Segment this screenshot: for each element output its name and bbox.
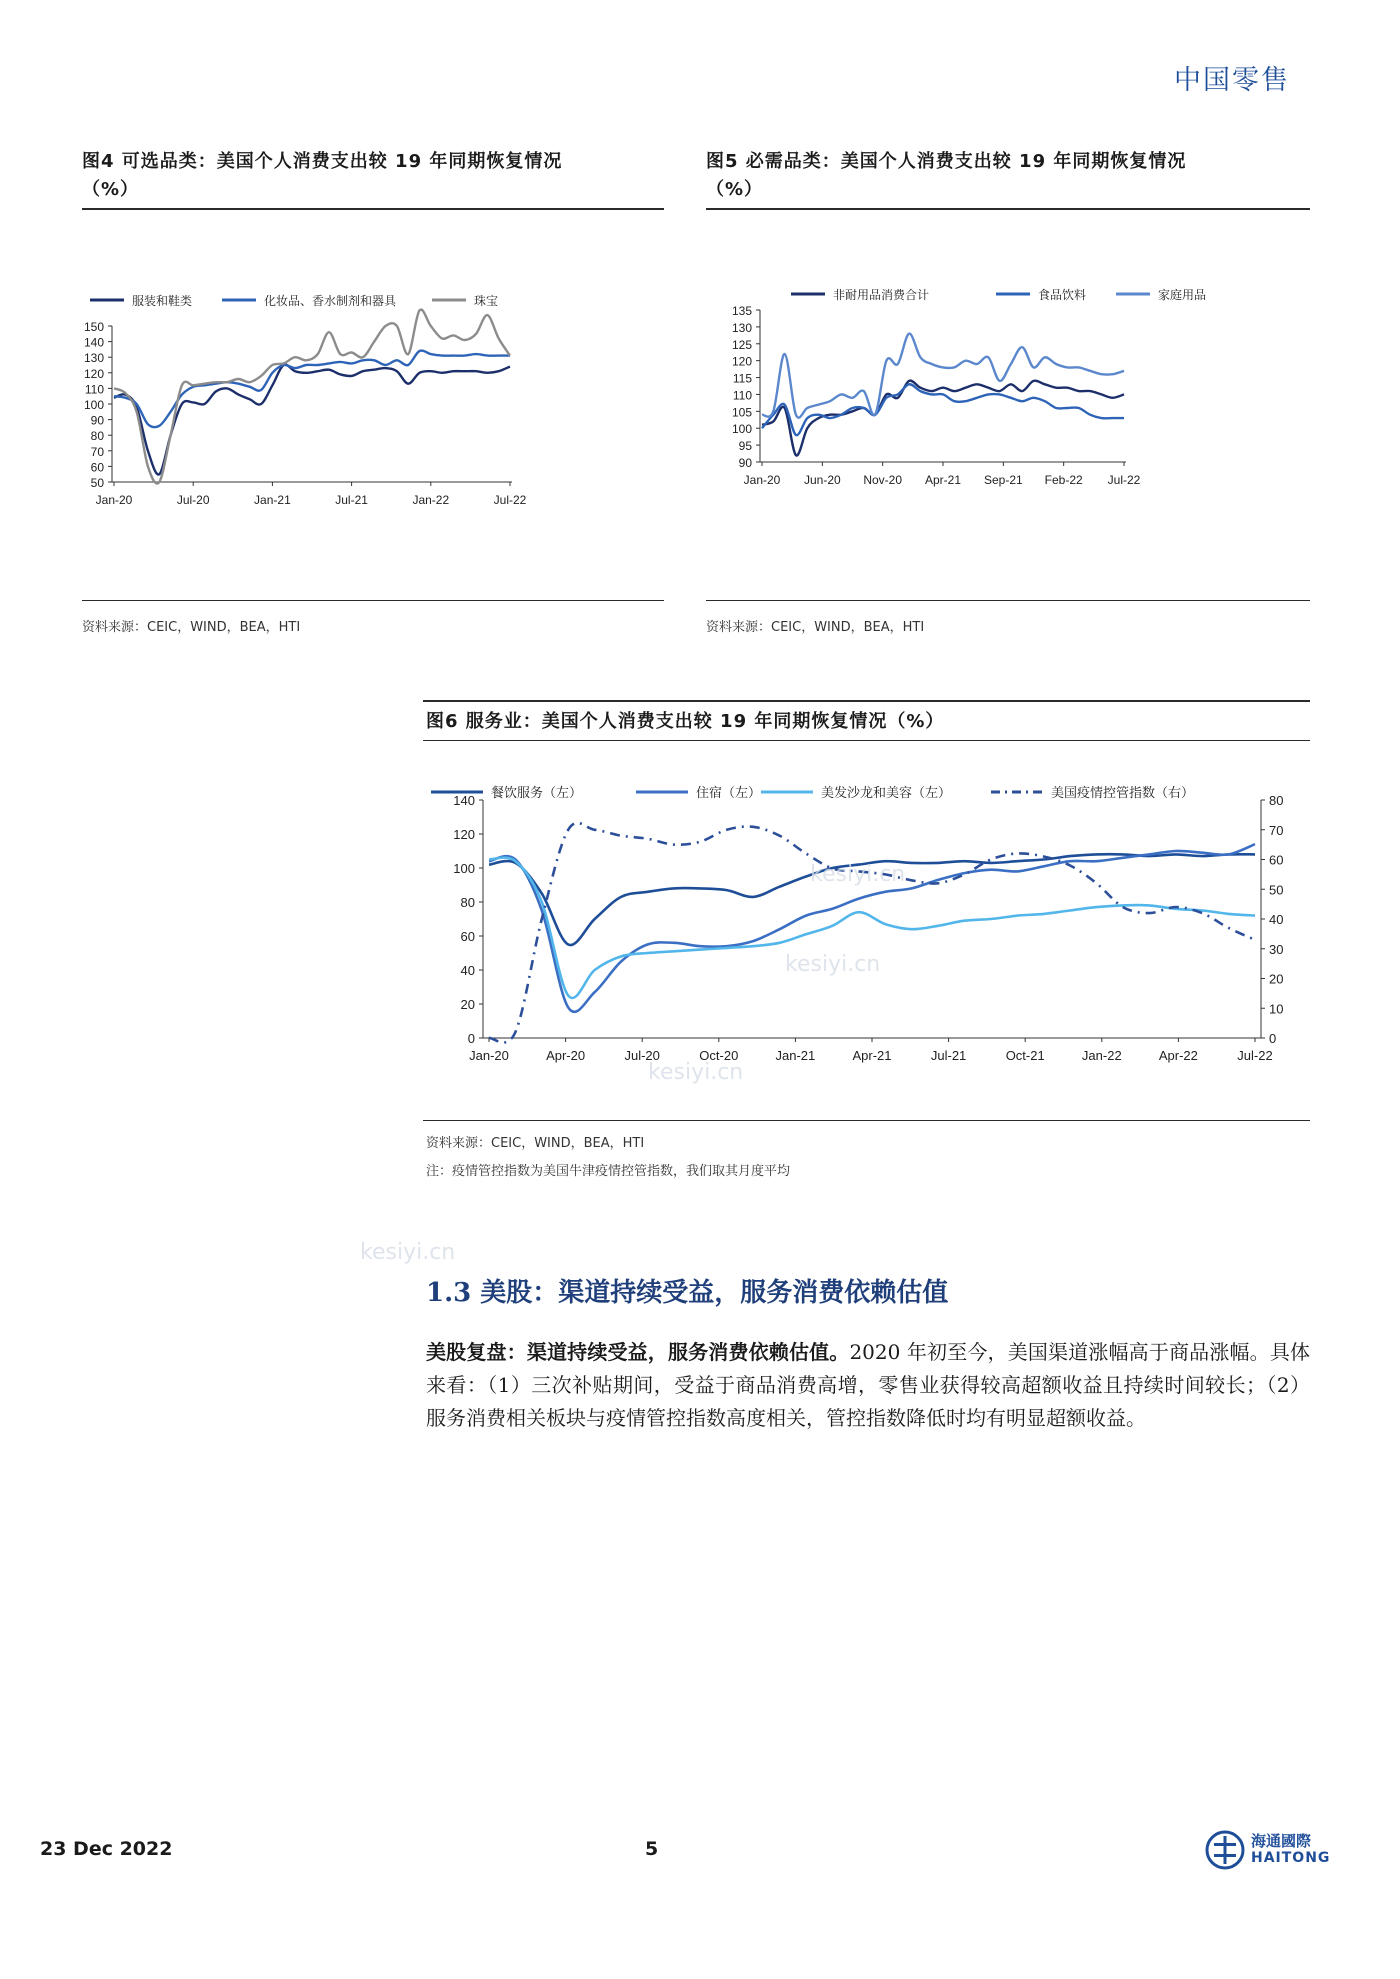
x-tick-label: Nov-20 bbox=[863, 473, 903, 487]
x-tick-label: Jan-20 bbox=[743, 473, 781, 487]
y-tick-label: 0 bbox=[467, 1031, 475, 1046]
y-tick-label: 80 bbox=[460, 895, 475, 910]
fig5-title-line1: 图5 必需品类：美国个人消费支出较 19 年同期恢复情况 bbox=[706, 151, 1187, 172]
body-paragraph bbox=[426, 1336, 1310, 1435]
y-tick-label: 70 bbox=[90, 444, 104, 459]
legend-label-series-3: 美发沙龙和美容（左） bbox=[821, 785, 952, 800]
x-tick-label: Jan-22 bbox=[1081, 1048, 1122, 1063]
fig5-title-line2: （%） bbox=[706, 179, 764, 200]
y-tick-label: 140 bbox=[83, 335, 104, 350]
x-tick-label: Apr-20 bbox=[546, 1048, 586, 1063]
x-tick-label: Jul-20 bbox=[624, 1048, 660, 1063]
x-tick-label: Apr-21 bbox=[924, 473, 962, 487]
y-tick-label: 125 bbox=[731, 337, 752, 352]
x-tick-label: Feb-22 bbox=[1044, 473, 1083, 487]
x-tick-label: Jul-20 bbox=[176, 493, 210, 507]
y-tick-label-right: 40 bbox=[1269, 912, 1284, 927]
line-series-3 bbox=[114, 310, 510, 484]
line-series-2 bbox=[762, 384, 1124, 435]
y-tick-label: 130 bbox=[83, 351, 104, 366]
watermark: kesiyi.cn bbox=[648, 1060, 744, 1085]
fig5-source: 资料来源：CEIC，WIND，BEA，HTI bbox=[706, 620, 925, 635]
y-tick-label: 150 bbox=[83, 320, 104, 334]
y-tick-label: 100 bbox=[453, 861, 475, 876]
y-tick-label: 20 bbox=[460, 997, 475, 1012]
fig6-note: 注：疫情管控指数为美国牛津疫情控管指数，我们取其月度平均 bbox=[426, 1164, 791, 1179]
footer-page-number: 5 bbox=[645, 1838, 659, 1860]
x-tick-label: Jul-22 bbox=[1237, 1048, 1273, 1063]
fig6-bottom-rule bbox=[423, 1120, 1310, 1121]
legend-label-series-2: 住宿（左） bbox=[696, 785, 762, 800]
haitong-logo-cn: 海通國際 bbox=[1251, 1832, 1312, 1850]
watermark: kesiyi.cn bbox=[785, 952, 881, 977]
y-tick-label: 135 bbox=[731, 304, 752, 318]
y-tick-label: 90 bbox=[738, 456, 752, 470]
line-series-1 bbox=[762, 381, 1124, 456]
body-text: 2020 年初至今，美国渠道涨幅高于商品涨幅。具体来看：（1）三次补贴期间，受益于商品消费高增，零售业获得较高超额收益且持续时间较长；（2）服务消费相关板块与疫情管控指数高度相关，管控指数降低时均有明显超额收益。 bbox=[426, 1340, 1310, 1430]
fig6-title-rule bbox=[423, 740, 1310, 741]
fig5-rule bbox=[706, 208, 1310, 210]
legend-label-series-1: 非耐用品消费合计 bbox=[833, 288, 930, 302]
fig4-source: 资料来源：CEIC，WIND，BEA，HTI bbox=[82, 620, 301, 635]
legend-label-series-1: 餐饮服务（左） bbox=[491, 785, 583, 800]
footer-date: 23 Dec 2022 bbox=[40, 1838, 173, 1860]
y-tick-label: 100 bbox=[731, 422, 752, 437]
fig4-title-line1: 图4 可选品类：美国个人消费支出较 19 年同期恢复情况 bbox=[82, 151, 563, 172]
y-tick-label: 60 bbox=[460, 929, 475, 944]
fig4-title bbox=[82, 148, 662, 204]
y-tick-label: 120 bbox=[453, 827, 475, 842]
haitong-logo-icon bbox=[1205, 1830, 1245, 1870]
fig6-top-rule bbox=[423, 700, 1310, 702]
section-heading: 1.3 美股：渠道持续受益，服务消费依赖估值 bbox=[426, 1278, 949, 1308]
fig5-title bbox=[706, 148, 1306, 204]
haitong-logo bbox=[1205, 1828, 1355, 1872]
x-tick-label: Jan-20 bbox=[469, 1048, 509, 1063]
x-tick-label: Jan-22 bbox=[412, 493, 450, 507]
legend-label-series-1: 服装和鞋类 bbox=[132, 294, 193, 308]
y-tick-label: 95 bbox=[738, 439, 752, 454]
legend-label-series-3: 家庭用品 bbox=[1158, 288, 1207, 302]
fig5-bottom-rule bbox=[706, 600, 1310, 601]
y-tick-label: 120 bbox=[731, 354, 752, 369]
fig4-chart bbox=[82, 270, 664, 590]
y-tick-label: 120 bbox=[83, 366, 104, 381]
legend-label-series-2: 化妆品、香水制剂和器具 bbox=[264, 294, 397, 308]
fig6-chart bbox=[423, 760, 1310, 1120]
x-tick-label: Oct-20 bbox=[699, 1048, 739, 1063]
x-tick-label: Jun-20 bbox=[803, 473, 841, 487]
fig6-title: 图6 服务业：美国个人消费支出较 19 年同期恢复情况（%） bbox=[426, 711, 945, 732]
y-tick-label-right: 50 bbox=[1269, 882, 1284, 898]
y-tick-label-right: 10 bbox=[1269, 1001, 1284, 1017]
x-tick-label: Jul-22 bbox=[1107, 473, 1141, 487]
fig6-source: 资料来源：CEIC，WIND，BEA，HTI bbox=[426, 1136, 645, 1151]
x-tick-label: Jan-21 bbox=[775, 1048, 816, 1063]
y-tick-label-right: 70 bbox=[1269, 822, 1284, 838]
x-tick-label: Jan-21 bbox=[254, 493, 291, 507]
y-tick-label: 60 bbox=[90, 460, 104, 475]
y-tick-label: 80 bbox=[90, 429, 104, 444]
fig5-chart bbox=[706, 280, 1310, 590]
y-tick-label-right: 30 bbox=[1269, 941, 1284, 957]
x-tick-label: Apr-22 bbox=[1158, 1048, 1198, 1063]
haitong-logo-en: HAITONG bbox=[1251, 1850, 1331, 1866]
x-tick-label: Jul-21 bbox=[930, 1048, 967, 1063]
y-tick-label: 50 bbox=[90, 476, 104, 490]
y-tick-label-right: 0 bbox=[1269, 1031, 1277, 1046]
x-tick-label: Jul-21 bbox=[335, 493, 368, 507]
fig4-title-line2: （%） bbox=[82, 179, 140, 200]
y-tick-label: 105 bbox=[731, 405, 752, 420]
y-tick-label-right: 80 bbox=[1269, 793, 1284, 808]
legend-label-series-2: 食品饮料 bbox=[1038, 288, 1087, 302]
y-tick-label: 110 bbox=[84, 382, 104, 397]
line-series-3 bbox=[762, 334, 1124, 418]
body-lead: 美股复盘：渠道持续受益，服务消费依赖估值。 bbox=[426, 1340, 850, 1364]
y-tick-label: 100 bbox=[83, 398, 104, 412]
y-tick-label: 130 bbox=[731, 320, 752, 335]
legend-label-series-3: 珠宝 bbox=[474, 294, 499, 308]
y-tick-label: 40 bbox=[460, 963, 475, 978]
y-tick-label: 90 bbox=[90, 413, 104, 428]
y-tick-label-right: 20 bbox=[1269, 971, 1284, 987]
y-tick-label: 115 bbox=[732, 371, 752, 386]
x-tick-label: Sep-21 bbox=[983, 473, 1023, 487]
y-tick-label-right: 60 bbox=[1269, 852, 1284, 868]
legend-label-series-4: 美国疫情控管指数（右） bbox=[1051, 785, 1195, 800]
fig4-rule bbox=[82, 208, 664, 210]
report-header-title: 中国零售 bbox=[1174, 65, 1290, 96]
watermark: kesiyi.cn bbox=[360, 1240, 456, 1265]
x-tick-label: Jan-20 bbox=[95, 493, 133, 507]
y-tick-label: 140 bbox=[453, 793, 475, 808]
fig4-bottom-rule bbox=[82, 600, 664, 601]
x-tick-label: Oct-21 bbox=[1005, 1048, 1045, 1063]
x-tick-label: Jul-22 bbox=[493, 493, 527, 507]
watermark: kesiyi.cn bbox=[810, 862, 906, 887]
x-tick-label: Apr-21 bbox=[852, 1048, 892, 1063]
y-tick-label: 110 bbox=[732, 388, 752, 403]
